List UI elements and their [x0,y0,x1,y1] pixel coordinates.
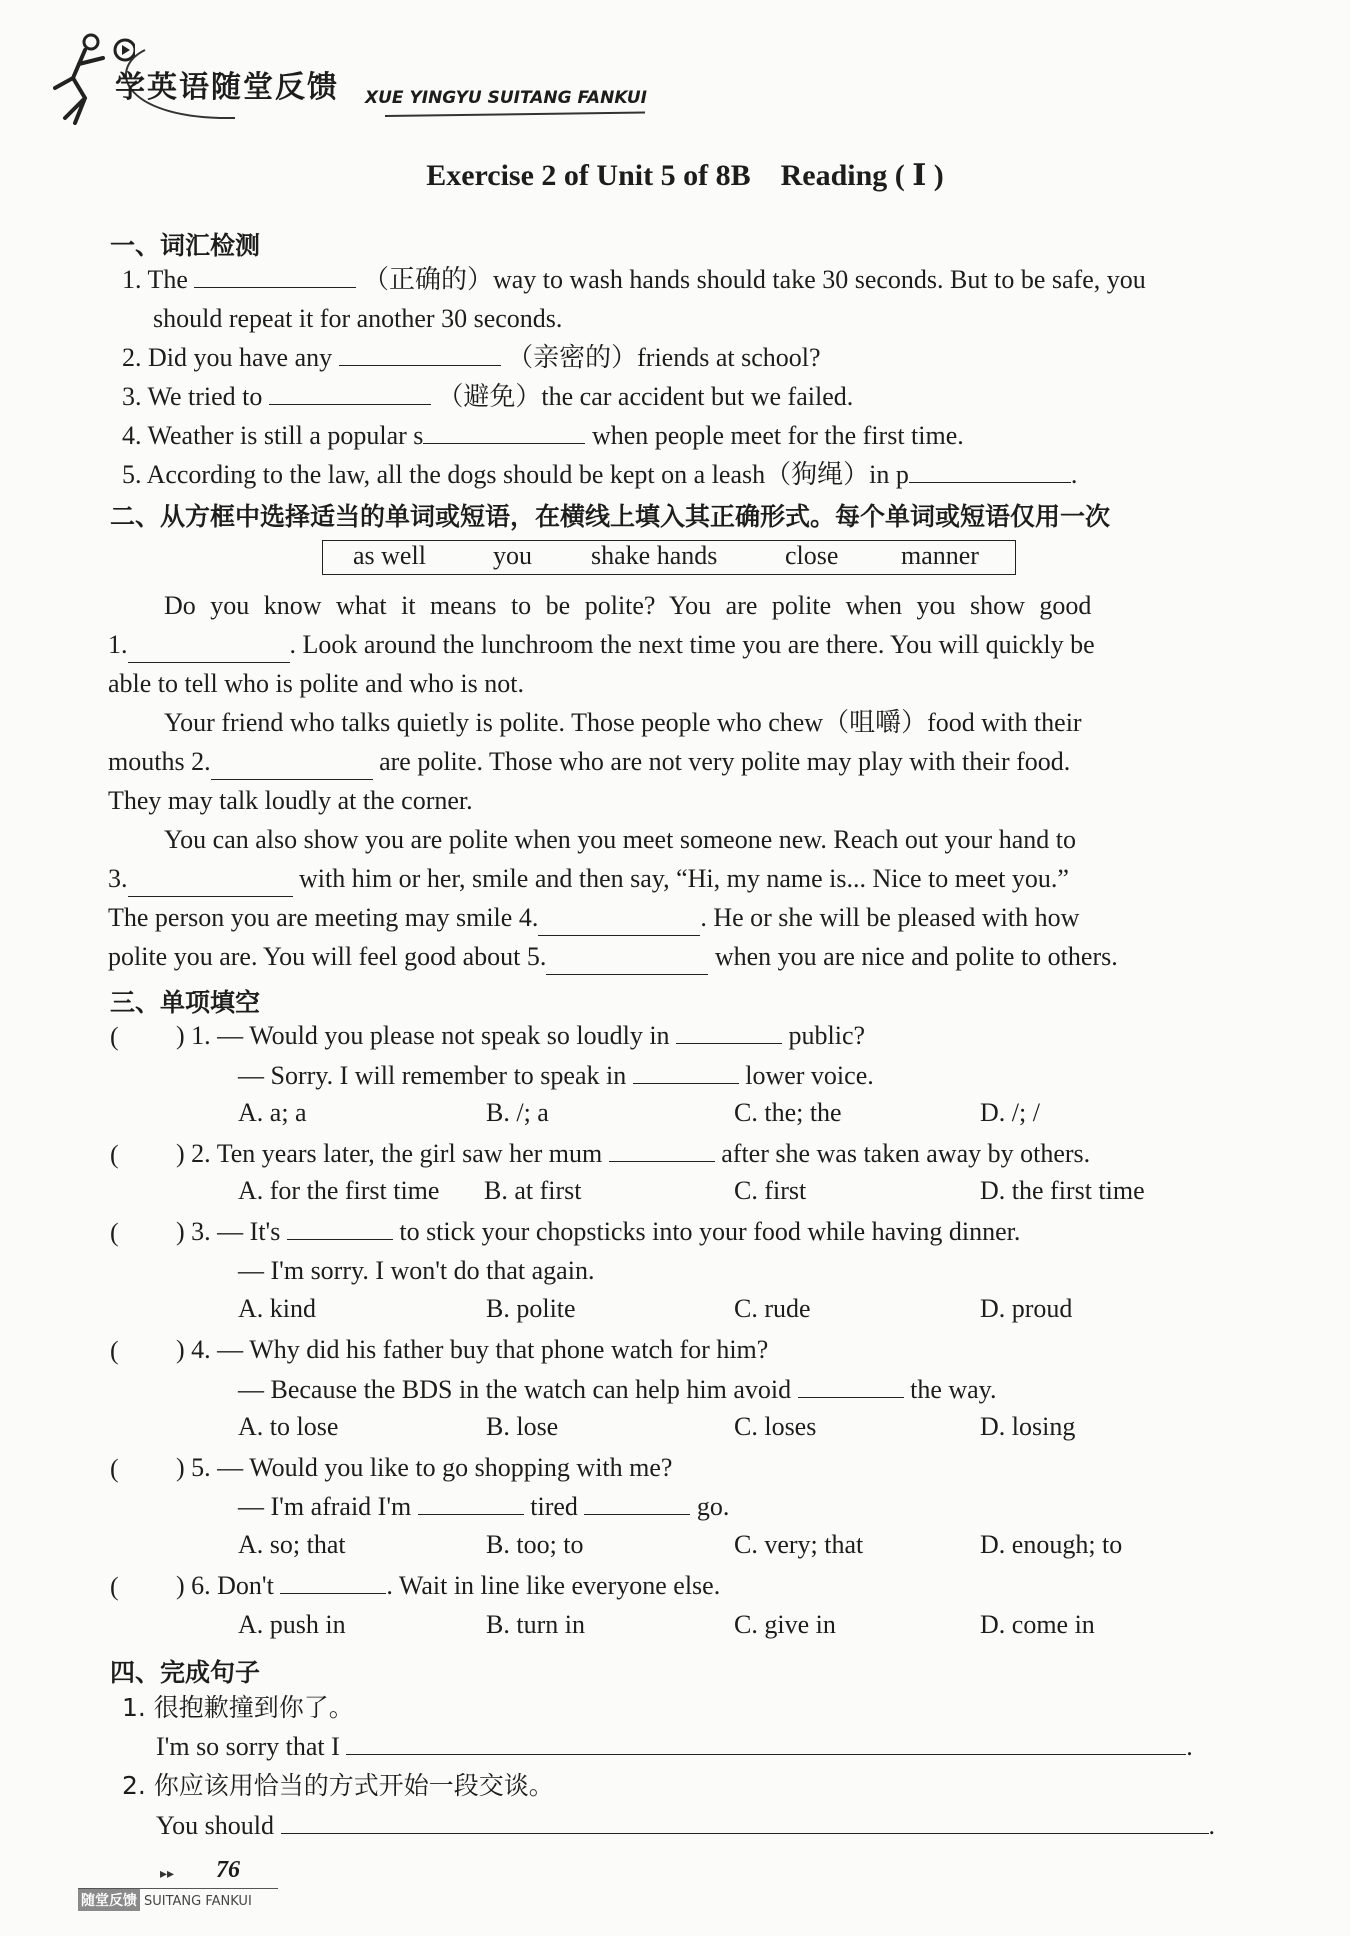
word-box-item: you [493,541,532,570]
footer-brand-cn: 随堂反馈 [78,1889,140,1911]
question-4-reply: — Because the BDS in the watch can help him avoid the way. [238,1375,997,1404]
sentence-1-cn: 1. 很抱歉撞到你了。 [122,1693,354,1722]
sentence-2-cn: 2. 你应该用恰当的方式开始一段交谈。 [122,1771,554,1800]
vocab-item-2: 2. Did you have any （亲密的）friends at school? [122,343,821,372]
header-logo [45,20,665,130]
option-c[interactable]: C. loses [734,1412,817,1441]
section-4-heading: 四、完成句子 [110,1658,261,1687]
question-2: ) 2. Ten years later, the girl saw her mum after she was taken away by others. [176,1139,1091,1168]
vocab-item-5: 5. According to the law, all the dogs should be kept on a leash（狗绳）in p . [122,460,1078,489]
option-a[interactable]: A. push in [238,1610,346,1639]
option-d[interactable]: D. /; / [980,1098,1040,1127]
option-d[interactable]: D. proud [980,1294,1073,1323]
option-b[interactable]: B. at first [484,1176,582,1205]
page-number: 76 [216,1857,240,1883]
section-3-heading: 三、单项填空 [110,988,261,1017]
option-b[interactable]: B. too; to [486,1530,584,1559]
answer-paren[interactable]: ( [110,1454,119,1483]
section-2-heading: 二、从方框中选择适当的单词或短语，在横线上填入其正确形式。每个单词或短语仅用一次 [110,502,1111,531]
option-a[interactable]: A. a; a [238,1098,307,1127]
passage-line: Your friend who talks quietly is polite. Those people who chew（咀嚼）food with their [164,708,1082,737]
word-box-item: manner [901,541,979,570]
option-c[interactable]: C. give in [734,1610,836,1639]
option-b[interactable]: B. polite [486,1294,576,1323]
passage-line: Do you know what it means to be polite? You are polite when you show good [164,591,1092,620]
word-box-item: close [785,541,839,570]
sentence-1-en: I'm so sorry that I . [156,1732,1193,1761]
option-d[interactable]: D. losing [980,1412,1076,1441]
brand-en: XUE YINGYU SUITANG FANKUI [365,88,648,108]
word-box [322,540,1016,575]
answer-paren[interactable]: ( [110,1218,119,1247]
answer-line[interactable] [346,1730,1186,1755]
option-d[interactable]: D. come in [980,1610,1095,1639]
answer-line[interactable] [281,1809,1209,1834]
sentence-2-en: You should . [156,1811,1216,1840]
option-a[interactable]: A. so; that [238,1530,346,1559]
answer-blank[interactable] [798,1373,904,1398]
page-title: Exercise 2 of Unit 5 of 8B Reading ( Ⅰ ) [426,159,944,192]
vocab-item-4: 4. Weather is still a popular s when people meet for the first time. [122,421,964,450]
option-c[interactable]: C. very; that [734,1530,864,1559]
option-d[interactable]: D. the first time [980,1176,1145,1205]
footer-brand [78,1888,278,1913]
question-1-reply: — Sorry. I will remember to speak in lower voice. [238,1061,874,1090]
question-1: ) 1. — Would you please not speak so loudly in public? [176,1021,866,1050]
answer-paren[interactable]: ( [110,1140,119,1169]
word-box-item: as well [353,541,426,570]
question-5: ) 5. — Would you like to go shopping with me? [176,1453,673,1482]
answer-blank[interactable] [194,263,356,288]
passage-line: polite you are. You will feel good about 5. when you are nice and polite to others. [108,939,1118,975]
answer-paren[interactable]: ( [110,1572,119,1601]
option-a[interactable]: A. for the first time [238,1176,440,1205]
answer-blank[interactable] [339,341,501,366]
passage-line: They may talk loudly at the corner. [108,786,473,815]
question-6: ) 6. Don't . Wait in line like everyone else. [176,1571,721,1600]
section-1-heading: 一、词汇检测 [110,231,261,260]
answer-blank[interactable] [584,1490,690,1515]
answer-blank[interactable] [538,907,700,936]
answer-blank[interactable] [418,1490,524,1515]
option-c[interactable]: C. rude [734,1294,811,1323]
answer-blank[interactable] [269,380,431,405]
question-4: ) 4. — Why did his father buy that phone watch for him? [176,1335,769,1364]
answer-blank[interactable] [546,946,708,975]
answer-blank[interactable] [633,1059,739,1084]
answer-paren[interactable]: ( [110,1022,119,1051]
answer-blank[interactable] [609,1137,715,1162]
answer-blank[interactable] [676,1019,782,1044]
answer-blank[interactable] [128,634,290,663]
vocab-item-1: 1. The （正确的）way to wash hands should take 30 seconds. But to be safe, you [122,265,1146,294]
passage-line: The person you are meeting may smile 4. . He or she will be pleased with how [108,900,1079,936]
footer-brand-en: SUITANG FANKUI [144,1894,252,1909]
footer-arrows-icon: ▸▸ [160,1867,175,1882]
brand-cn: 学英语随堂反馈 [115,70,339,105]
option-a[interactable]: A. to lose [238,1412,339,1441]
answer-blank[interactable] [128,868,293,897]
answer-blank[interactable] [211,751,373,780]
option-b[interactable]: B. /; a [486,1098,549,1127]
question-3: ) 3. — It's to stick your chopsticks into your food while having dinner. [176,1217,1021,1246]
option-a[interactable]: A. kind [238,1294,316,1323]
passage-line: mouths 2. are polite. Those who are not very polite may play with their food. [108,744,1070,780]
option-b[interactable]: B. turn in [486,1610,585,1639]
passage-line: You can also show you are polite when you meet someone new. Reach out your hand to [164,825,1076,854]
option-d[interactable]: D. enough; to [980,1530,1123,1559]
word-box-item: shake hands [591,541,718,570]
option-b[interactable]: B. lose [486,1412,559,1441]
option-c[interactable]: C. first [734,1176,807,1205]
answer-blank[interactable] [280,1569,386,1594]
question-5-reply: — I'm afraid I'm tired go. [238,1492,730,1521]
question-3-reply: — I'm sorry. I won't do that again. [238,1256,595,1285]
answer-blank[interactable] [287,1215,393,1240]
passage-line: 3. with him or her, smile and then say, “Hi, my name is... Nice to meet you.” [108,861,1069,897]
answer-paren[interactable]: ( [110,1336,119,1365]
answer-blank[interactable] [909,458,1071,483]
option-c[interactable]: C. the; the [734,1098,842,1127]
passage-line: 1. . Look around the lunchroom the next time you are there. You will quickly be [108,627,1095,663]
vocab-item-3: 3. We tried to （避免）the car accident but we failed. [122,382,854,411]
passage-line: able to tell who is polite and who is not. [108,669,524,698]
answer-blank[interactable] [423,419,585,444]
vocab-item-1-cont: should repeat it for another 30 seconds. [153,304,563,333]
